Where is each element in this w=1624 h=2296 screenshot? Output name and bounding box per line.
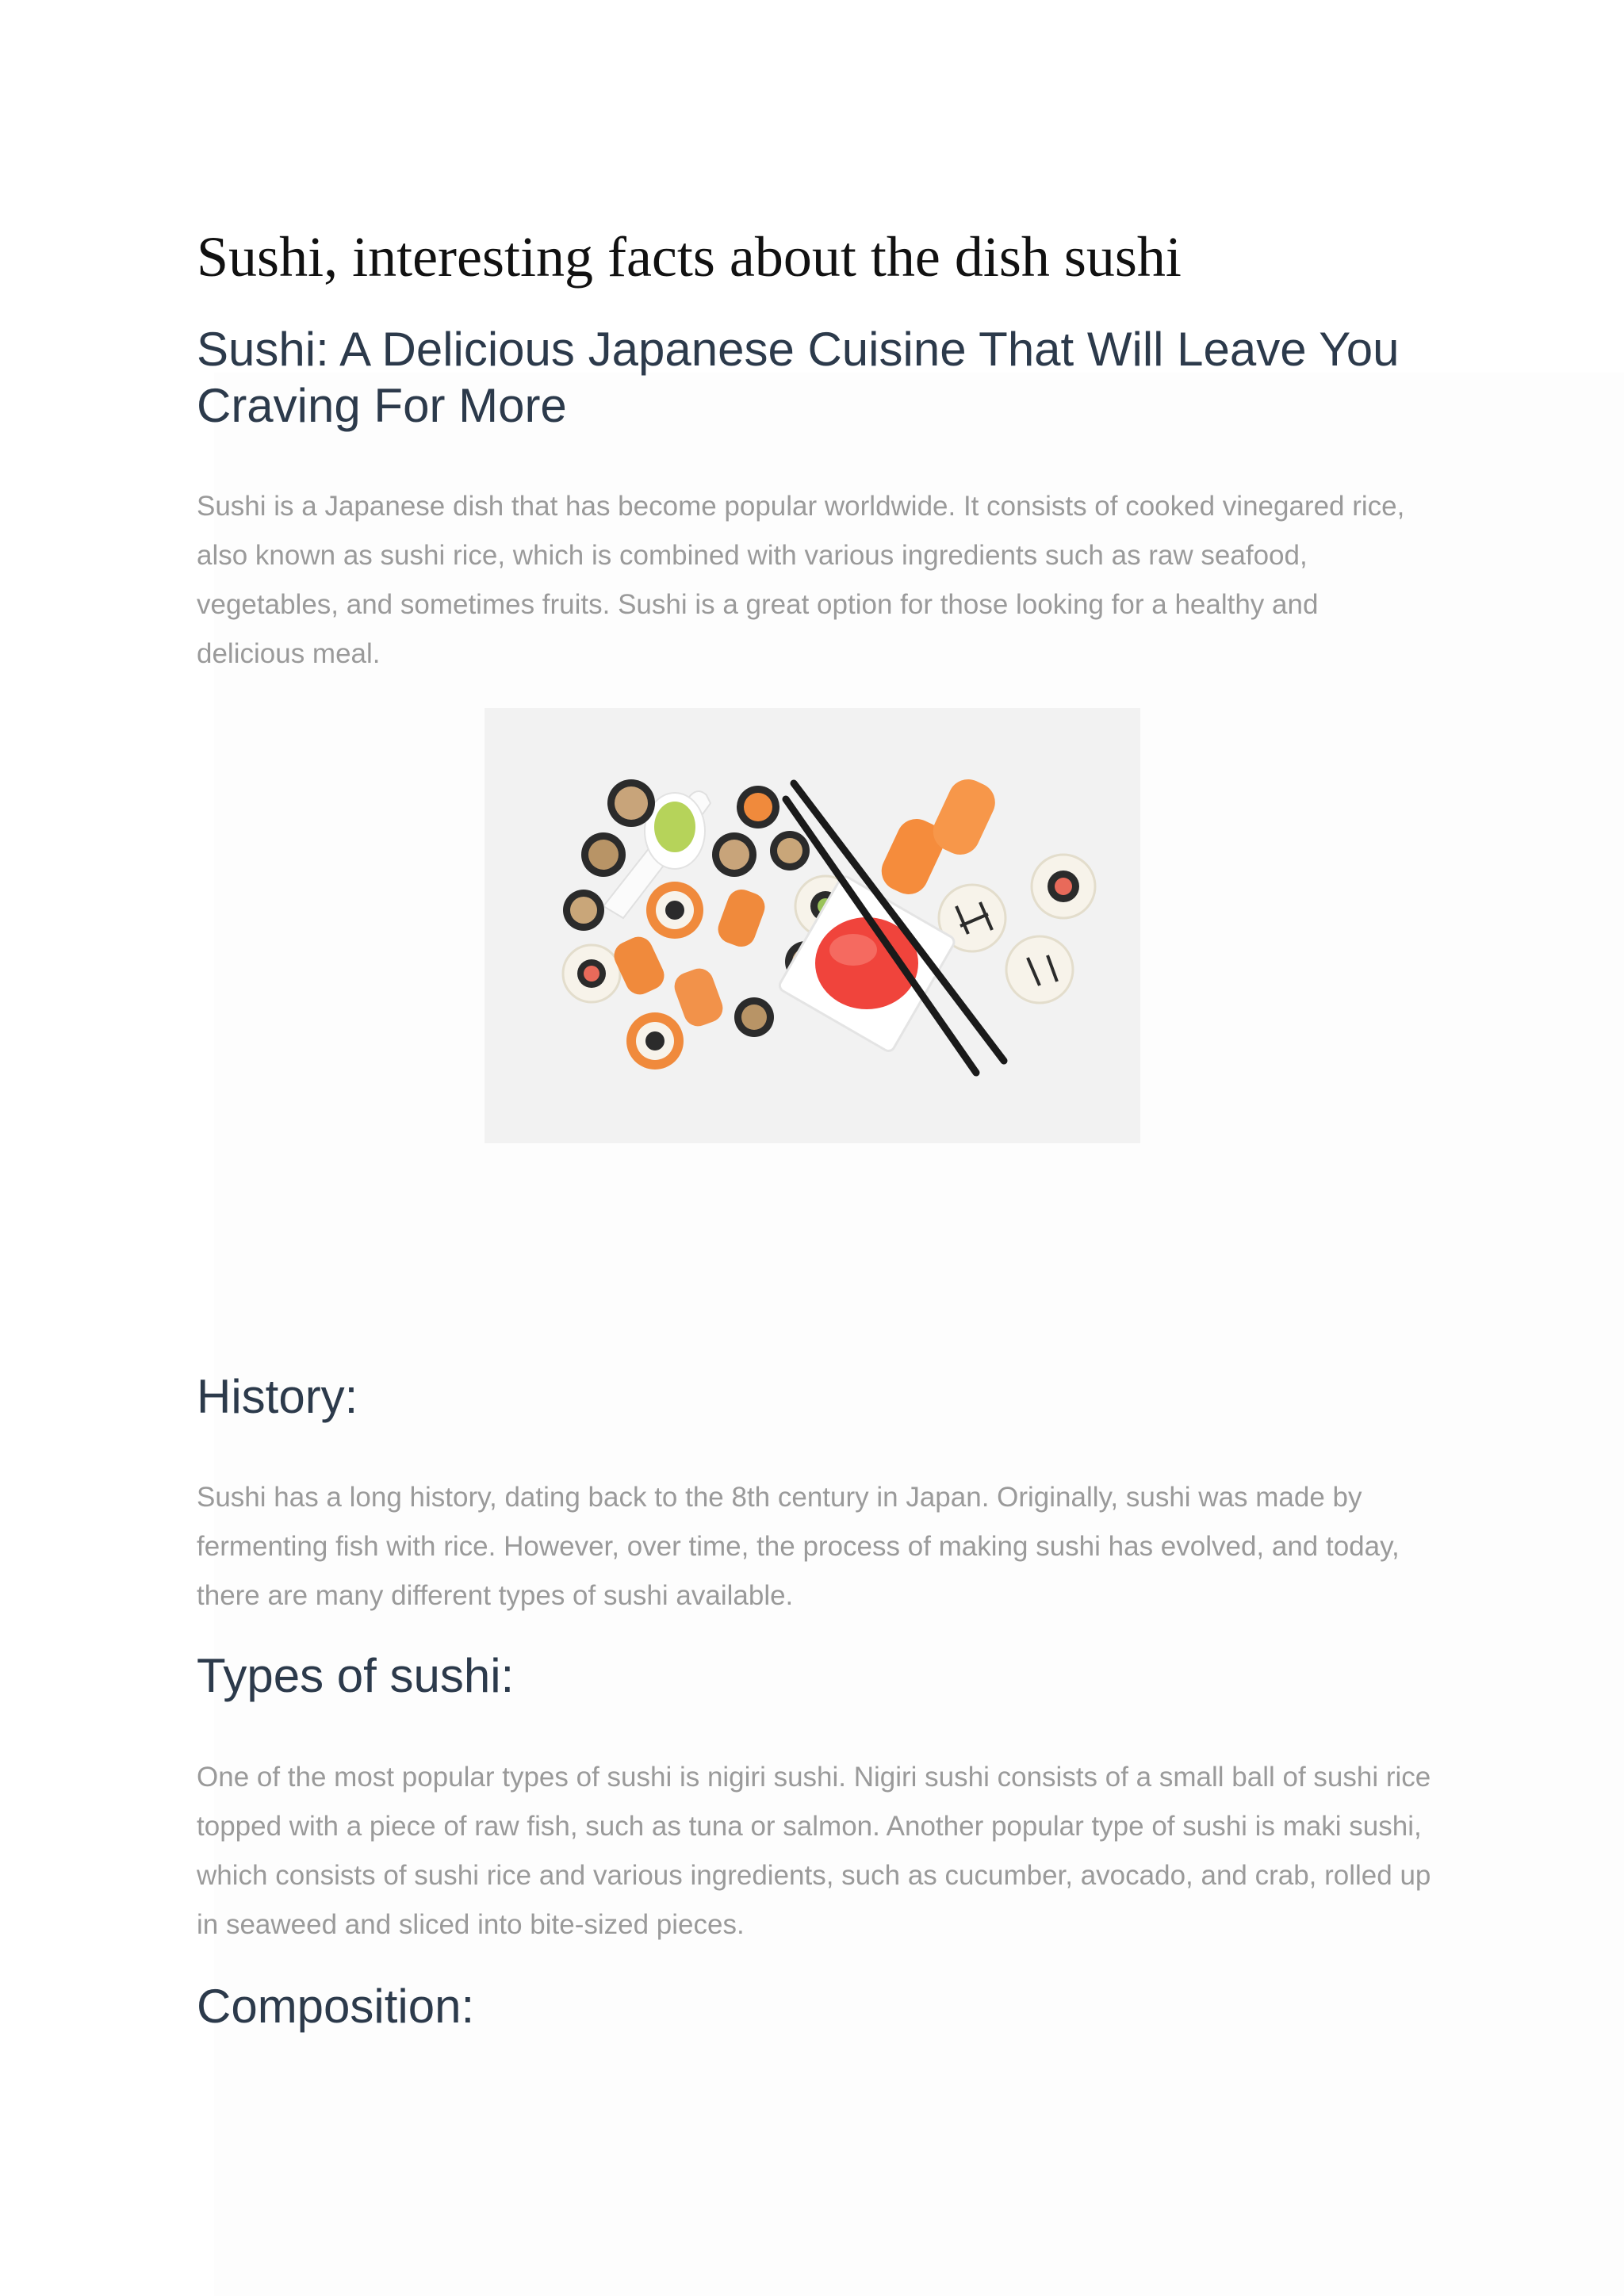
section-text-types: One of the most popular types of sushi is nigiri sushi. Nigiri sushi consists of a small ball of sushi rice topped with a piece of raw fish, such as tuna or salmon. Another popular type of sushi is maki sushi, which consists of sushi rice and various ingredients, such as cucumber, avocado, and crab, rolled up in seaweed and sliced into bite-sized pieces. xyxy=(197,1762,1431,1940)
section-heading-types: Types of sushi: xyxy=(197,1649,515,1702)
document-title: Sushi, interesting facts about the dish sushi xyxy=(197,225,1182,289)
document-subtitle: Sushi: A Delicious Japanese Cuisine That Will Leave You Craving For More xyxy=(197,323,1400,432)
section-heading-composition: Composition: xyxy=(197,1980,475,2033)
sushi-photo xyxy=(485,708,1140,1143)
intro-paragraph: Sushi is a Japanese dish that has become popular worldwide. It consists of cooked vinegared rice, also known as sushi rice, which is combined with various ingredients such as raw seafood, vegetables, and sometimes fruits. Sushi is a great option for those looking for a healthy and delicious meal. xyxy=(197,491,1405,669)
section-heading-history: History: xyxy=(197,1370,358,1423)
section-text-history: Sushi has a long history, dating back to the 8th century in Japan. Originally, sushi was made by fermenting fish with rice. However, over time, the process of making sushi has evolved, and today, there are many different types of sushi available. xyxy=(197,1482,1400,1611)
